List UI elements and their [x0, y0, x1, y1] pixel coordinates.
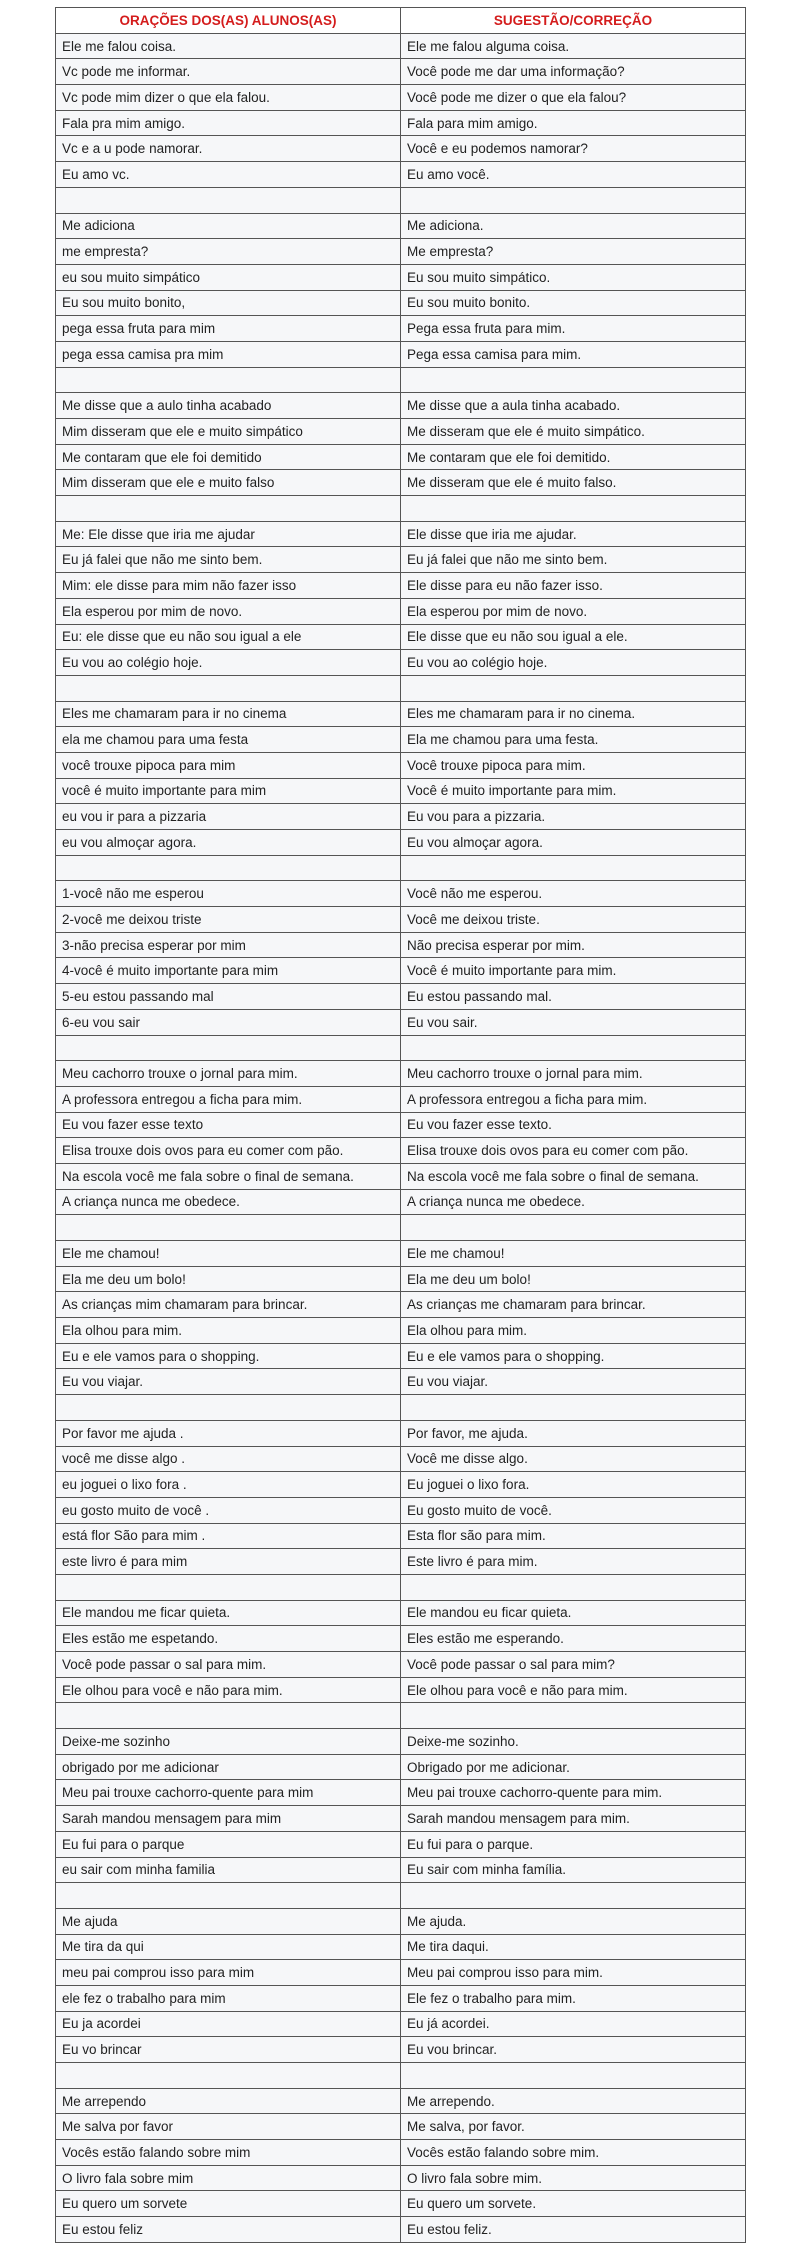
table-row — [56, 1472, 746, 1498]
student-sentence-cell: eu joguei o lixo fora . — [56, 1472, 401, 1498]
correction-cell: Ele mandou eu ficar quieta. — [401, 1600, 746, 1626]
table-row — [56, 932, 746, 958]
correction-cell: Elisa trouxe dois ovos para eu comer com pão. — [401, 1138, 746, 1164]
table-row — [56, 2217, 746, 2243]
spacer-row — [56, 675, 746, 701]
correction-cell: Você me disse algo. — [401, 1446, 746, 1472]
correction-cell: Você e eu podemos namorar? — [401, 136, 746, 162]
table-row — [56, 2114, 746, 2140]
spacer-row — [56, 187, 746, 213]
student-sentence-cell: Eu e ele vamos para o shopping. — [56, 1343, 401, 1369]
table-row — [56, 1754, 746, 1780]
correction-cell: Ele olhou para você e não para mim. — [401, 1677, 746, 1703]
student-sentence-cell: Eles me chamaram para ir no cinema — [56, 701, 401, 727]
correction-cell: Você pode me dar uma informação? — [401, 59, 746, 85]
student-sentence-cell: Você pode passar o sal para mim. — [56, 1652, 401, 1678]
student-sentence-cell: Eu amo vc. — [56, 162, 401, 188]
student-sentence-cell: Eu vo brincar — [56, 2037, 401, 2063]
table-row — [56, 2191, 746, 2217]
table-row — [56, 290, 746, 316]
table-row — [56, 1343, 746, 1369]
student-sentence-cell: Eu vou viajar. — [56, 1369, 401, 1395]
table-header-row — [56, 8, 746, 34]
student-sentence-cell: eu vou ir para a pizzaria — [56, 804, 401, 830]
student-sentence-cell: Me salva por favor — [56, 2114, 401, 2140]
student-sentence-cell: Ele olhou para você e não para mim. — [56, 1677, 401, 1703]
table-row — [56, 1934, 746, 1960]
correction-cell: Ela olhou para mim. — [401, 1318, 746, 1344]
correction-cell: Me disseram que ele é muito simpático. — [401, 419, 746, 445]
correction-cell: Me contaram que ele foi demitido. — [401, 444, 746, 470]
student-sentence-cell — [56, 675, 401, 701]
student-sentence-cell: A criança nunca me obedece. — [56, 1189, 401, 1215]
student-sentence-cell: Me adiciona — [56, 213, 401, 239]
student-sentence-cell: Me tira da qui — [56, 1934, 401, 1960]
correction-cell: Por favor, me ajuda. — [401, 1420, 746, 1446]
table-row — [56, 239, 746, 265]
student-sentence-cell: Eu já falei que não me sinto bem. — [56, 547, 401, 573]
table-row — [56, 598, 746, 624]
table-row — [56, 1780, 746, 1806]
table-row — [56, 804, 746, 830]
correction-cell: Eu já falei que não me sinto bem. — [401, 547, 746, 573]
table-row — [56, 1497, 746, 1523]
table-row — [56, 521, 746, 547]
table-row — [56, 393, 746, 419]
table-row — [56, 1318, 746, 1344]
table-row — [56, 1369, 746, 1395]
correction-cell: Vocês estão falando sobre mim. — [401, 2140, 746, 2166]
student-sentence-cell: pega essa fruta para mim — [56, 316, 401, 342]
correction-cell — [401, 1574, 746, 1600]
student-sentence-cell: Me: Ele disse que iria me ajudar — [56, 521, 401, 547]
student-sentence-cell: me empresta? — [56, 239, 401, 265]
student-sentence-cell — [56, 1574, 401, 1600]
correction-cell: Não precisa esperar por mim. — [401, 932, 746, 958]
spacer-row — [56, 1883, 746, 1909]
table-row — [56, 1729, 746, 1755]
spacer-row — [56, 496, 746, 522]
student-sentence-cell: Sarah mandou mensagem para mim — [56, 1806, 401, 1832]
table-row — [56, 470, 746, 496]
student-sentence-cell: Vc pode me informar. — [56, 59, 401, 85]
student-sentence-cell: Eu ja acordei — [56, 2011, 401, 2037]
correction-cell: Me ajuda. — [401, 1908, 746, 1934]
table-row — [56, 341, 746, 367]
correction-cell: Pega essa fruta para mim. — [401, 316, 746, 342]
correction-cell: Eu fui para o parque. — [401, 1831, 746, 1857]
student-sentence-cell: Eu estou feliz — [56, 2217, 401, 2243]
table-row — [56, 2037, 746, 2063]
student-sentence-cell: este livro é para mim — [56, 1549, 401, 1575]
table-row — [56, 1112, 746, 1138]
table-row — [56, 316, 746, 342]
correction-cell: As crianças me chamaram para brincar. — [401, 1292, 746, 1318]
student-sentence-cell: eu gosto muito de você . — [56, 1497, 401, 1523]
correction-cell — [401, 1035, 746, 1061]
student-sentence-cell: Mim disseram que ele e muito simpático — [56, 419, 401, 445]
student-sentence-cell: As crianças mim chamaram para brincar. — [56, 1292, 401, 1318]
table-body — [56, 33, 746, 2242]
correction-cell — [401, 855, 746, 881]
student-sentence-cell: 6-eu vou sair — [56, 1009, 401, 1035]
table-row — [56, 1138, 746, 1164]
student-sentence-cell: você me disse algo . — [56, 1446, 401, 1472]
table-row — [56, 419, 746, 445]
table-row — [56, 1600, 746, 1626]
correction-cell: Eu gosto muito de você. — [401, 1497, 746, 1523]
student-sentence-cell: Me arrependo — [56, 2088, 401, 2114]
correction-cell: Eu quero um sorvete. — [401, 2191, 746, 2217]
correction-cell: Ela me deu um bolo! — [401, 1266, 746, 1292]
student-sentence-cell: Eu sou muito bonito, — [56, 290, 401, 316]
correction-cell — [401, 1703, 746, 1729]
correction-cell: Você é muito importante para mim. — [401, 958, 746, 984]
table-row — [56, 1652, 746, 1678]
student-sentence-cell: 3-não precisa esperar por mim — [56, 932, 401, 958]
correction-cell: Deixe-me sozinho. — [401, 1729, 746, 1755]
correction-cell: Eu e ele vamos para o shopping. — [401, 1343, 746, 1369]
corrections-table-container — [55, 7, 746, 2243]
student-sentence-cell: Meu cachorro trouxe o jornal para mim. — [56, 1061, 401, 1087]
correction-cell: Eu amo você. — [401, 162, 746, 188]
table-row — [56, 1446, 746, 1472]
table-row — [56, 33, 746, 59]
correction-cell: Eu vou viajar. — [401, 1369, 746, 1395]
correction-cell: Na escola você me fala sobre o final de semana. — [401, 1163, 746, 1189]
student-sentence-cell: está flor São para mim . — [56, 1523, 401, 1549]
student-sentence-cell: Eles estão me espetando. — [56, 1626, 401, 1652]
student-sentence-cell: 1-você não me esperou — [56, 881, 401, 907]
correction-cell: Me arrependo. — [401, 2088, 746, 2114]
table-row — [56, 1831, 746, 1857]
correction-cell: Eu estou feliz. — [401, 2217, 746, 2243]
correction-cell: Obrigado por me adicionar. — [401, 1754, 746, 1780]
student-sentence-cell: A professora entregou a ficha para mim. — [56, 1086, 401, 1112]
student-sentence-cell — [56, 187, 401, 213]
correction-cell — [401, 1883, 746, 1909]
correction-cell: Me disse que a aula tinha acabado. — [401, 393, 746, 419]
correction-cell: Ele disse que iria me ajudar. — [401, 521, 746, 547]
student-sentence-cell: eu sou muito simpático — [56, 264, 401, 290]
table-row — [56, 650, 746, 676]
student-sentence-cell: você é muito importante para mim — [56, 778, 401, 804]
table-row — [56, 881, 746, 907]
table-row — [56, 59, 746, 85]
student-sentence-cell: meu pai comprou isso para mim — [56, 1960, 401, 1986]
correction-cell: Me empresta? — [401, 239, 746, 265]
student-sentence-cell — [56, 1703, 401, 1729]
correction-cell: Eu vou almoçar agora. — [401, 830, 746, 856]
table-row — [56, 958, 746, 984]
table-row — [56, 1523, 746, 1549]
student-sentence-cell: Vc e a u pode namorar. — [56, 136, 401, 162]
correction-cell: Meu cachorro trouxe o jornal para mim. — [401, 1061, 746, 1087]
student-sentence-cell: Me ajuda — [56, 1908, 401, 1934]
spacer-row — [56, 855, 746, 881]
student-sentence-cell — [56, 1395, 401, 1421]
correction-cell: Ele disse que eu não sou igual a ele. — [401, 624, 746, 650]
correction-cell: Ele me falou alguma coisa. — [401, 33, 746, 59]
correction-cell: Eu sou muito simpático. — [401, 264, 746, 290]
table-row — [56, 1163, 746, 1189]
student-sentence-cell: 4-você é muito importante para mim — [56, 958, 401, 984]
correction-cell: Ele me chamou! — [401, 1241, 746, 1267]
table-row — [56, 1806, 746, 1832]
correction-cell: Eu vou fazer esse texto. — [401, 1112, 746, 1138]
student-sentence-cell: Ela esperou por mim de novo. — [56, 598, 401, 624]
student-sentence-cell — [56, 2063, 401, 2089]
student-sentence-cell: Eu vou fazer esse texto — [56, 1112, 401, 1138]
correction-cell — [401, 675, 746, 701]
student-sentence-cell — [56, 367, 401, 393]
student-sentence-cell: Eu fui para o parque — [56, 1831, 401, 1857]
spacer-row — [56, 1215, 746, 1241]
correction-cell: Ela esperou por mim de novo. — [401, 598, 746, 624]
student-sentence-cell — [56, 855, 401, 881]
correction-cell: Eu vou para a pizzaria. — [401, 804, 746, 830]
header-student-sentences: ORAÇÕES DOS(AS) ALUNOS(AS) — [56, 8, 401, 34]
correction-cell: Pega essa camisa para mim. — [401, 341, 746, 367]
correction-cell: A criança nunca me obedece. — [401, 1189, 746, 1215]
table-row — [56, 2165, 746, 2191]
student-sentence-cell: Me contaram que ele foi demitido — [56, 444, 401, 470]
table-row — [56, 1420, 746, 1446]
student-sentence-cell: Ele me chamou! — [56, 1241, 401, 1267]
student-sentence-cell: ela me chamou para uma festa — [56, 727, 401, 753]
student-sentence-cell: Ela olhou para mim. — [56, 1318, 401, 1344]
table-row — [56, 1908, 746, 1934]
table-row — [56, 264, 746, 290]
correction-cell: Me salva, por favor. — [401, 2114, 746, 2140]
correction-cell — [401, 1215, 746, 1241]
table-row — [56, 727, 746, 753]
spacer-row — [56, 1035, 746, 1061]
correction-cell: Eu vou sair. — [401, 1009, 746, 1035]
table-row — [56, 1985, 746, 2011]
student-sentence-cell: obrigado por me adicionar — [56, 1754, 401, 1780]
student-sentence-cell: 5-eu estou passando mal — [56, 984, 401, 1010]
table-row — [56, 907, 746, 933]
student-sentence-cell: 2-você me deixou triste — [56, 907, 401, 933]
table-row — [56, 573, 746, 599]
table-row — [56, 1189, 746, 1215]
student-sentence-cell: Elisa trouxe dois ovos para eu comer com pão. — [56, 1138, 401, 1164]
correction-cell: Fala para mim amigo. — [401, 110, 746, 136]
student-sentence-cell: Ele mandou me ficar quieta. — [56, 1600, 401, 1626]
table-row — [56, 2011, 746, 2037]
table-row — [56, 444, 746, 470]
student-sentence-cell: Ele me falou coisa. — [56, 33, 401, 59]
correction-cell: Ela me chamou para uma festa. — [401, 727, 746, 753]
table-row — [56, 984, 746, 1010]
table-row — [56, 1292, 746, 1318]
spacer-row — [56, 1703, 746, 1729]
correction-cell: Ele disse para eu não fazer isso. — [401, 573, 746, 599]
correction-cell: Eu sair com minha família. — [401, 1857, 746, 1883]
correction-cell: Eu estou passando mal. — [401, 984, 746, 1010]
correction-cell — [401, 2063, 746, 2089]
table-row — [56, 1677, 746, 1703]
correction-cell — [401, 496, 746, 522]
table-row — [56, 1857, 746, 1883]
spacer-row — [56, 367, 746, 393]
table-row — [56, 110, 746, 136]
student-sentence-cell — [56, 1215, 401, 1241]
student-sentence-cell: Fala pra mim amigo. — [56, 110, 401, 136]
table-row — [56, 1549, 746, 1575]
correction-cell: Me tira daqui. — [401, 1934, 746, 1960]
table-row — [56, 547, 746, 573]
correction-cell: Me disseram que ele é muito falso. — [401, 470, 746, 496]
correction-cell: Eu já acordei. — [401, 2011, 746, 2037]
student-sentence-cell: Deixe-me sozinho — [56, 1729, 401, 1755]
correction-cell: Eu vou ao colégio hoje. — [401, 650, 746, 676]
student-sentence-cell: eu vou almoçar agora. — [56, 830, 401, 856]
table-row — [56, 1241, 746, 1267]
table-row — [56, 136, 746, 162]
table-row — [56, 624, 746, 650]
student-sentence-cell: O livro fala sobre mim — [56, 2165, 401, 2191]
student-sentence-cell: Ela me deu um bolo! — [56, 1266, 401, 1292]
spacer-row — [56, 1574, 746, 1600]
correction-cell: Esta flor são para mim. — [401, 1523, 746, 1549]
student-sentence-cell: Meu pai trouxe cachorro-quente para mim — [56, 1780, 401, 1806]
table-row — [56, 85, 746, 111]
spacer-row — [56, 1395, 746, 1421]
correction-cell: O livro fala sobre mim. — [401, 2165, 746, 2191]
student-sentence-cell: Me disse que a aulo tinha acabado — [56, 393, 401, 419]
table-row — [56, 2140, 746, 2166]
correction-cell — [401, 187, 746, 213]
corrections-table — [55, 7, 746, 2243]
student-sentence-cell: Eu quero um sorvete — [56, 2191, 401, 2217]
table-row — [56, 778, 746, 804]
correction-cell: Eu sou muito bonito. — [401, 290, 746, 316]
correction-cell: Você pode me dizer o que ela falou? — [401, 85, 746, 111]
student-sentence-cell: Eu vou ao colégio hoje. — [56, 650, 401, 676]
correction-cell: Eu joguei o lixo fora. — [401, 1472, 746, 1498]
correction-cell: Meu pai trouxe cachorro-quente para mim. — [401, 1780, 746, 1806]
table-row — [56, 1960, 746, 1986]
correction-cell: Este livro é para mim. — [401, 1549, 746, 1575]
correction-cell: Eles estão me esperando. — [401, 1626, 746, 1652]
student-sentence-cell: Na escola você me fala sobre o final de semana. — [56, 1163, 401, 1189]
student-sentence-cell: Por favor me ajuda . — [56, 1420, 401, 1446]
table-row — [56, 1061, 746, 1087]
student-sentence-cell — [56, 1035, 401, 1061]
correction-cell: Você não me esperou. — [401, 881, 746, 907]
table-row — [56, 2088, 746, 2114]
student-sentence-cell — [56, 1883, 401, 1909]
correction-cell: Você me deixou triste. — [401, 907, 746, 933]
correction-cell — [401, 1395, 746, 1421]
correction-cell: Você pode passar o sal para mim? — [401, 1652, 746, 1678]
student-sentence-cell: Mim: ele disse para mim não fazer isso — [56, 573, 401, 599]
table-row — [56, 162, 746, 188]
correction-cell: Sarah mandou mensagem para mim. — [401, 1806, 746, 1832]
correction-cell: Eu vou brincar. — [401, 2037, 746, 2063]
correction-cell: Me adiciona. — [401, 213, 746, 239]
student-sentence-cell: eu sair com minha familia — [56, 1857, 401, 1883]
correction-cell: A professora entregou a ficha para mim. — [401, 1086, 746, 1112]
correction-cell: Eles me chamaram para ir no cinema. — [401, 701, 746, 727]
table-row — [56, 1266, 746, 1292]
student-sentence-cell — [56, 496, 401, 522]
correction-cell: Ele fez o trabalho para mim. — [401, 1985, 746, 2011]
student-sentence-cell: Vc pode mim dizer o que ela falou. — [56, 85, 401, 111]
table-row — [56, 1086, 746, 1112]
student-sentence-cell: ele fez o trabalho para mim — [56, 1985, 401, 2011]
table-row — [56, 830, 746, 856]
student-sentence-cell: você trouxe pipoca para mim — [56, 752, 401, 778]
correction-cell: Você é muito importante para mim. — [401, 778, 746, 804]
spacer-row — [56, 2063, 746, 2089]
table-row — [56, 1626, 746, 1652]
header-suggestion-correction: SUGESTÃO/CORREÇÃO — [401, 8, 746, 34]
correction-cell — [401, 367, 746, 393]
table-row — [56, 213, 746, 239]
table-row — [56, 1009, 746, 1035]
correction-cell: Meu pai comprou isso para mim. — [401, 1960, 746, 1986]
table-row — [56, 701, 746, 727]
student-sentence-cell: pega essa camisa pra mim — [56, 341, 401, 367]
student-sentence-cell: Vocês estão falando sobre mim — [56, 2140, 401, 2166]
student-sentence-cell: Mim disseram que ele e muito falso — [56, 470, 401, 496]
table-row — [56, 752, 746, 778]
student-sentence-cell: Eu: ele disse que eu não sou igual a ele — [56, 624, 401, 650]
correction-cell: Você trouxe pipoca para mim. — [401, 752, 746, 778]
